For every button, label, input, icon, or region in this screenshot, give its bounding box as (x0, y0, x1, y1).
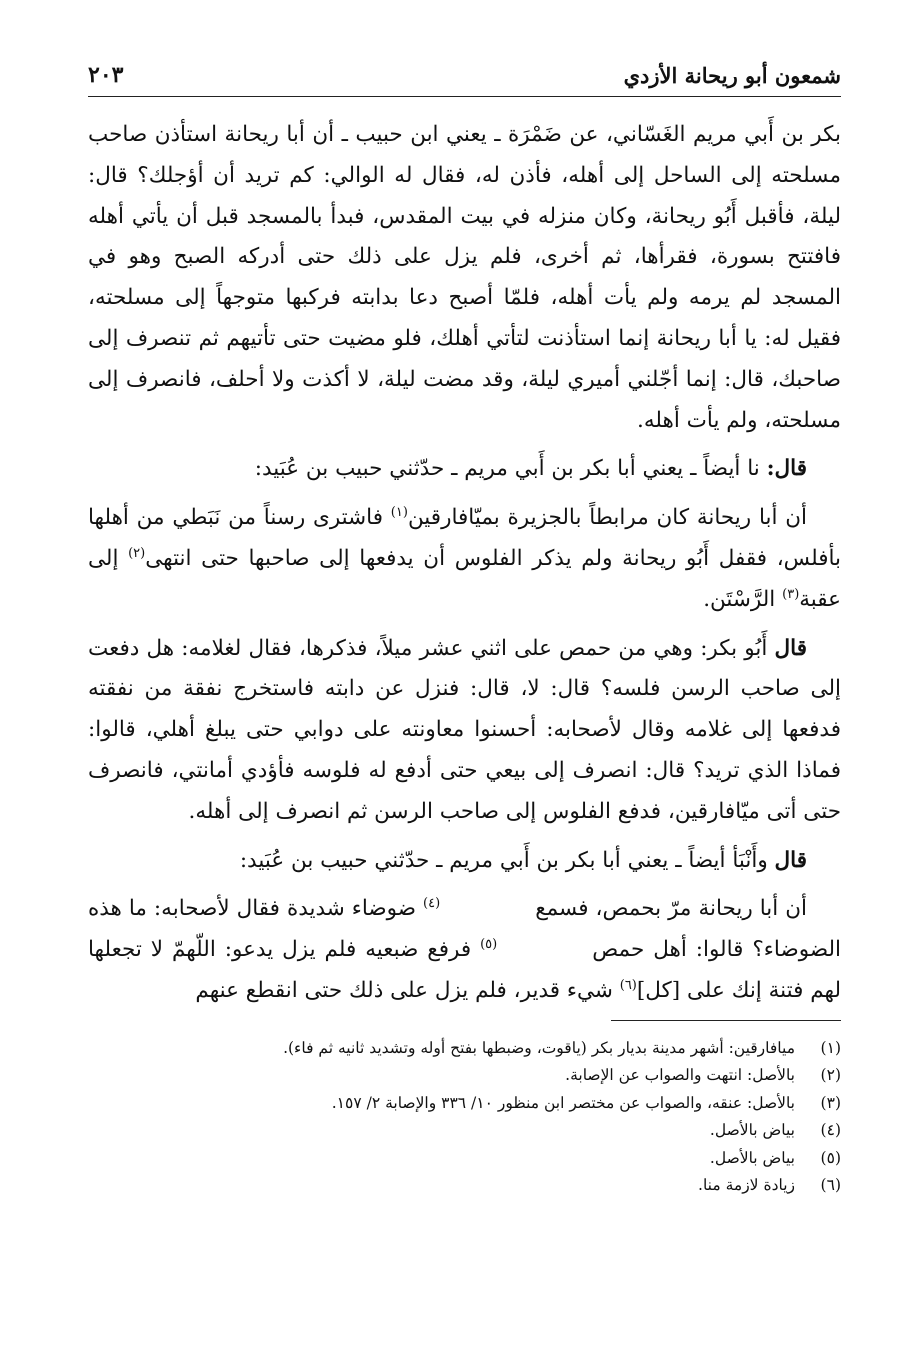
footnote-number: (٥) (820, 1148, 841, 1167)
footnote-separator (611, 1020, 841, 1021)
footnote-text: بالأصل: عنقه، والصواب عن مختصر ابن منظور ١٠/ ٣٣٦ والإصابة ٢/ ١٥٧. (331, 1093, 795, 1112)
paragraph-4-text: أَبُو بكر: وهي من حمص على اثني عشر ميلاً، فذكرها، فقال لغلامه: هل دفعت إلى صاحب الرسن فلسه؟ قال: لا، قال: فنزل عن دابته فاستخرج نفقة من نفقته فدفعها إلى غلامه وقال لأصحابه: أحسنوا معاونته على دوابي حتى يبلغ أهلي، قالوا: فماذا الذي تريد؟ قال: انصرف إلى بيعي حتى أدفع له فلوسه فأؤدي أمانتي، فانصرف حتى أتى ميّافارقين، فدفع الفلوس إلى صاحب الرسن ثم انصرف إلى أهله. (88, 635, 841, 824)
paragraph-3-text-a: أن أبا ريحانة كان مرابطاً بالجزيرة بميّافارقين (407, 505, 807, 531)
footnote-ref-5[interactable]: (٥) (480, 936, 498, 952)
paragraph-4 (88, 629, 841, 833)
footnote-ref-4[interactable]: (٤) (423, 896, 441, 912)
footnotes (88, 1035, 841, 1200)
footnote-ref-1[interactable]: (١) (390, 505, 408, 521)
paragraph-6-text-b: ضوضاء شديدة فقال لأصحابه: ما هذه الضوضاء؟ قالوا: أهل حمص (88, 896, 841, 963)
paragraph-3 (88, 498, 841, 620)
paragraph-2 (88, 449, 841, 490)
footnote-text: زيادة لازمة منا. (698, 1176, 795, 1195)
footnote-item (88, 1172, 841, 1200)
footnote-ref-2[interactable]: (٢) (128, 545, 146, 561)
footnote-item (88, 1145, 841, 1173)
qala-lead: قال: (766, 456, 807, 482)
paragraph-5 (88, 841, 841, 882)
footnote-item (88, 1062, 841, 1090)
footnote-text: بالأصل: انتهت والصواب عن الإصابة. (565, 1066, 795, 1085)
paragraph-1: بكر بن أَبي مريم الغَسّاني، عن ضَمْرَة ـ يعني ابن حبيب ـ أن أبا ريحانة استأذن صاحب مسلحته إلى الساحل إلى أهله، فأذن له، فقال له الوالي: كم تريد أن أؤجلك؟ قال: ليلة، فأقبل أَبُو ريحانة، وكان منزله في بيت المقدس، فبدأ بالمسجد قبل أن يأتي أهله فافتتح بسورة، فقرأها، ثم أخرى، فلم يزل على ذلك حتى أدركه الصبح وهو في المسجد لم يرمه ولم يأت أهله، فلمّا أصبح دعا بدابته فركبها متوجهاً إلى مسلحته، فقيل له: يا أبا ريحانة إنما استأذنت لتأتي أهلك، فلو مضيت حتى تأتيهم ثم تنصرف إلى صاحبك، قال: إنما أجّلني أميري ليلة، وقد مضت ليلة، لا أكذت ولا أحلف، فانصرف إلى مسلحته، ولم يأت أهله. (88, 122, 841, 433)
qala-lead: قال (774, 847, 807, 873)
footnote-number: (٦) (820, 1176, 841, 1195)
footnote-number: (١) (820, 1038, 841, 1057)
footnote-number: (٢) (820, 1066, 841, 1085)
footnote-item (88, 1117, 841, 1145)
paragraph-6-text-d: شيء قدير، فلم يزل على ذلك حتى انقطع عنهم (195, 977, 620, 1003)
running-head (88, 62, 841, 97)
paragraph-3-text-d: الرَّسْتَن. (703, 586, 783, 612)
running-head-title: شمعون أبو ريحانة الأزدي (623, 63, 841, 88)
paragraph-6 (88, 889, 841, 1011)
footnote-ref-6[interactable]: (٦) (619, 977, 637, 993)
page-number: ٢٠٣ (88, 62, 124, 88)
footnote-number: (٤) (820, 1121, 841, 1140)
footnote-item (88, 1035, 841, 1063)
footnote-text: بياض بالأصل. (709, 1121, 795, 1140)
qala-lead: قال (774, 635, 807, 661)
paragraph-2-text: نا أيضاً ـ يعني أبا بكر بن أَبي مريم ـ حدّثني حبيب بن عُبَيد: (254, 456, 767, 482)
footnote-text: بياض بالأصل. (709, 1148, 795, 1167)
paragraph-3-text-c: إلى عقبة (88, 545, 841, 612)
footnote-ref-3[interactable]: (٣) (782, 586, 800, 602)
footnote-text: ميافارقين: أشهر مدينة بديار بكر (ياقوت، وضبطها بفتح أوله وتشديد ثانيه ثم فاء). (283, 1038, 795, 1057)
paragraph-6-text-c: فرفع ضبعيه فلم يزل يدعو: اللّهمّ لا تجعلها لهم فتنة إنك على [كل] (88, 937, 841, 1003)
paragraph-3-text-b: فاشترى رسناً من نَبَطي من أهلها بأفلس، فقفل أَبُو ريحانة ولم يذكر الفلوس أن يدفعها إلى صاحبها حتى انتهى (88, 505, 842, 571)
footnote-number: (٣) (820, 1093, 841, 1112)
paragraph-5-text: وأَنْبَأ أيضاً ـ يعني أبا بكر بن أَبي مريم ـ حدّثني حبيب بن عُبَيد: (239, 847, 775, 873)
footnote-item (88, 1090, 841, 1118)
main-text (88, 115, 841, 1012)
paragraph-6-text-a: أن أبا ريحانة مرّ بحمص، فسمع (535, 896, 807, 922)
